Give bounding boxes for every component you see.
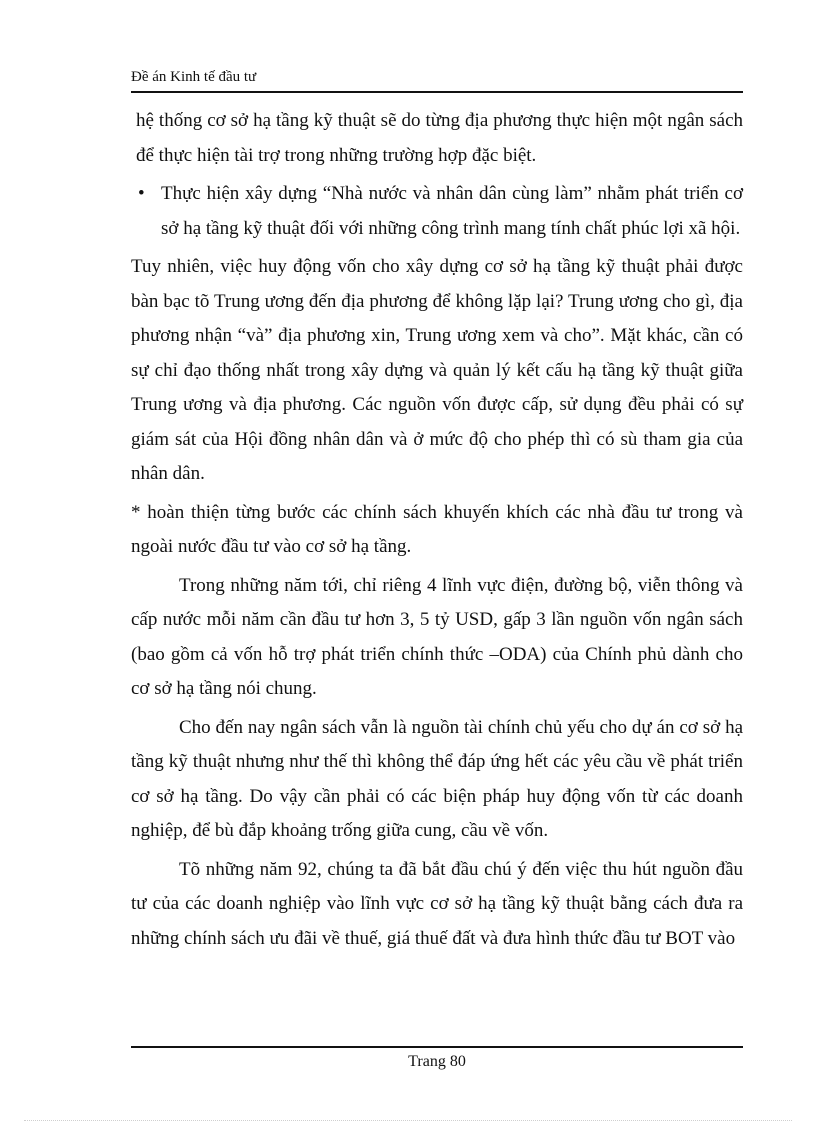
- bullet-icon: •: [138, 183, 145, 204]
- bullet-text: Thực hiện xây dựng “Nhà nước và nhân dân cùng làm” nhằm phát triển cơ sở hạ tầng kỹ thuật đối với những công trình mang tính chất phúc lợi xã hội.: [161, 183, 743, 239]
- paragraph-budget-source: Cho đến nay ngân sách vẫn là nguồn tài chính chủ yếu cho dự án cơ sở hạ tầng kỹ thuật nhưng như thế thì không thể đáp ứng hết các yêu cầu về phát triển cơ sở hạ tầng. Do vậy cần phải có các biện pháp huy động vốn từ các doanh nghiệp, để bù đắp khoảng trống giữa cung, cầu về vốn.: [131, 716, 743, 841]
- page-number: Trang 80: [408, 1053, 466, 1070]
- paragraph-continuation: hệ thống cơ sở hạ tầng kỹ thuật sẽ do từng địa phương thực hiện một ngân sách để thực hiện tài trợ trong những trường hợp đặc biệt.: [136, 110, 743, 166]
- paragraph-capital-mobilization: Tuy nhiên, việc huy động vốn cho xây dựng cơ sở hạ tầng kỹ thuật phải được bàn bạc tõ Trung ương đến địa phương để không lặp lại? Trung ương cho gì, địa phương nhận “và” địa phương xin, Trung ương xem và cho”. Mặt khác, cần có sự chỉ đạo thống nhất trong xây dựng và quản lý kết cấu hạ tầng kỹ thuật giữa Trung ương và địa phương. Các nguồn vốn được cấp, sử dụng đều phải có sự giám sát của Hội đồng nhân dân và ở mức độ cho phép thì có sù tham gia của nhân dân.: [131, 256, 743, 484]
- page-bottom-dotted-border: [24, 1120, 792, 1121]
- paragraph-policy-heading: * hoàn thiện từng bước các chính sách khuyến khích các nhà đầu tư trong và ngoài nước đầu tư vào cơ sở hạ tầng.: [131, 501, 743, 557]
- document-title: Đề án Kinh tế đầu tư: [131, 69, 257, 85]
- paragraph-enterprise-investment: Tõ những năm 92, chúng ta đã bắt đầu chú ý đến việc thu hút nguồn đầu tư của các doanh nghiệp vào lĩnh vực cơ sở hạ tầng kỹ thuật bằng cách đưa ra những chính sách ưu đãi về thuế, giá thuế đất và đưa hình thức đầu tư BOT vào: [131, 858, 743, 949]
- page-body: [131, 104, 743, 960]
- footer-divider: [131, 1046, 743, 1048]
- bullet-list-item: [131, 177, 743, 246]
- paragraph-investment-needs: Trong những năm tới, chỉ riêng 4 lĩnh vực điện, đường bộ, viễn thông và cấp nước mỗi năm cần đầu tư hơn 3, 5 tỷ USD, gấp 3 lần nguồn vốn ngân sách (bao gồm cả vốn hỗ trợ phát triển chính thức –ODA) của Chính phủ dành cho cơ sở hạ tầng nói chung.: [131, 574, 743, 699]
- header-divider: [131, 91, 743, 93]
